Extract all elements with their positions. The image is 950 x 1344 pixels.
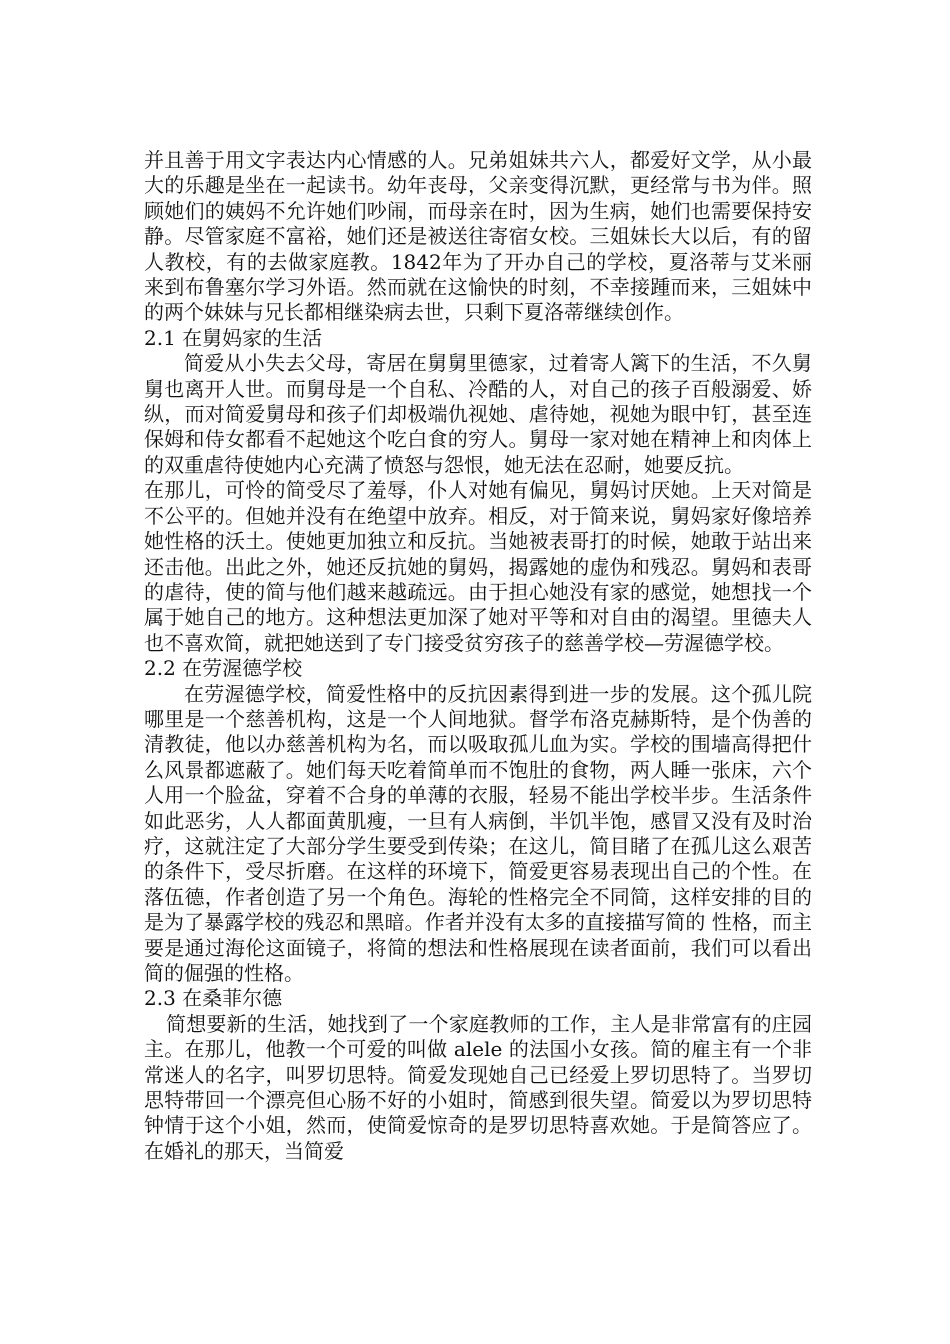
paragraph-thornfield: 简想要新的生活，她找到了一个家庭教师的工作，主人是非常富有的庄园主。在那儿，他教一个可爱的叫做 alele 的法国小女孩。简的雇主有一个非常迷人的名字，叫罗切思特。简爱发现她自己已经爱上罗切思特了。当罗切思特带回一个漂亮但心肠不好的小姐时，简感到很失望。简爱以为罗切思特钟情于这个小姐，然而，使简爱惊奇的是罗切思特喜欢她。于是简答应了。在婚礼的那天，当简爱: [144, 1011, 812, 1163]
paragraph-uncle-home: 简爱从小失去父母，寄居在舅舅里德家，过着寄人篱下的生活，不久舅舅也离开人世。而舅母是一个自私、冷酷的人，对自己的孩子百般溺爱、娇纵，而对简爱舅母和孩子们却极端仇视她、虐待她，视她为眼中钉，甚至连保姆和侍女都看不起她这个吃白食的穷人。舅母一家对她在精神上和肉体上的双重虐待使她内心充满了愤怒与怨恨，她无法在忍耐，她要反抗。: [144, 351, 812, 477]
section-heading-2-3: 2.3 在桑菲尔德: [144, 986, 283, 1011]
paragraph-humiliation: 在那儿，可怜的简受尽了羞辱，仆人对她有偏见，舅妈讨厌她。上天对简是不公平的。但她并没有在绝望中放弃。相反，对于简来说，舅妈家好像培养她性格的沃土。使她更加独立和反抗。当她被表哥打的时候，她敢于站出来还击他。出此之外，她还反抗她的舅妈，揭露她的虚伪和残忍。舅妈和表哥的虐待，使的简与他们越来越疏远。由于担心她没有家的感觉，她想找一个属于她自己的地方。这种想法更加深了她对平等和对自由的渴望。里德夫人也不喜欢简，就把她送到了专门接受贫穷孩子的慈善学校—劳渥德学校。: [144, 478, 812, 655]
paragraph-lowood-school: 在劳渥德学校，简爱性格中的反抗因素得到进一步的发展。这个孤儿院哪里是一个慈善机构，这是一个人间地狱。督学布洛克赫斯特，是个伪善的清教徒，他以办慈善机构为名，而以吸取孤儿血为实。学校的围墙高得把什么风景都遮蔽了。她们每天吃着简单而不饱肚的食物，两人睡一张床，六个人用一个脸盆，穿着不合身的单薄的衣服，轻易不能出学校半步。生活条件如此恶劣，人人都面黄肌瘦，一旦有人病倒，半饥半饱，感冒又没有及时治疗，这就注定了大部分学生要受到传染；在这儿，简目睹了在孤儿这么艰苦的条件下，受尽折磨。在这样的环境下，简爱更容易表现出自己的个性。在落伍德，作者创造了另一个角色。海轮的性格完全不同简，这样安排的目的是为了暴露学校的残忍和黑暗。作者并没有太多的直接描写简的 性格，而主要是通过海伦这面镜子，将简的想法和性格展现在读者面前，我们可以看出简的倔强的性格。: [144, 681, 812, 985]
section-heading-2-1: 2.1 在舅妈家的生活: [144, 325, 323, 350]
section-heading-2-2: 2.2 在劳渥德学校: [144, 656, 303, 681]
document-body: [144, 148, 812, 1164]
paragraph-intro-continuation: 并且善于用文字表达内心情感的人。兄弟姐妹共六人，都爱好文学，从小最大的乐趣是坐在一起读书。幼年丧母，父亲变得沉默，更经常与书为伴。照顾她们的姨妈不允许她们吵闹，而母亲在时，因为生病，她们也需要保持安静。尽管家庭不富裕，她们还是被送往寄宿女校。三姐妹长大以后，有的留人教校，有的去做家庭教。1842年为了开办自己的学校，夏洛蒂与艾米丽来到布鲁塞尔学习外语。然而就在这愉快的时刻，不幸接踵而来，三姐妹中的两个妹妹与兄长都相继染病去世，只剩下夏洛蒂继续创作。: [144, 148, 812, 325]
